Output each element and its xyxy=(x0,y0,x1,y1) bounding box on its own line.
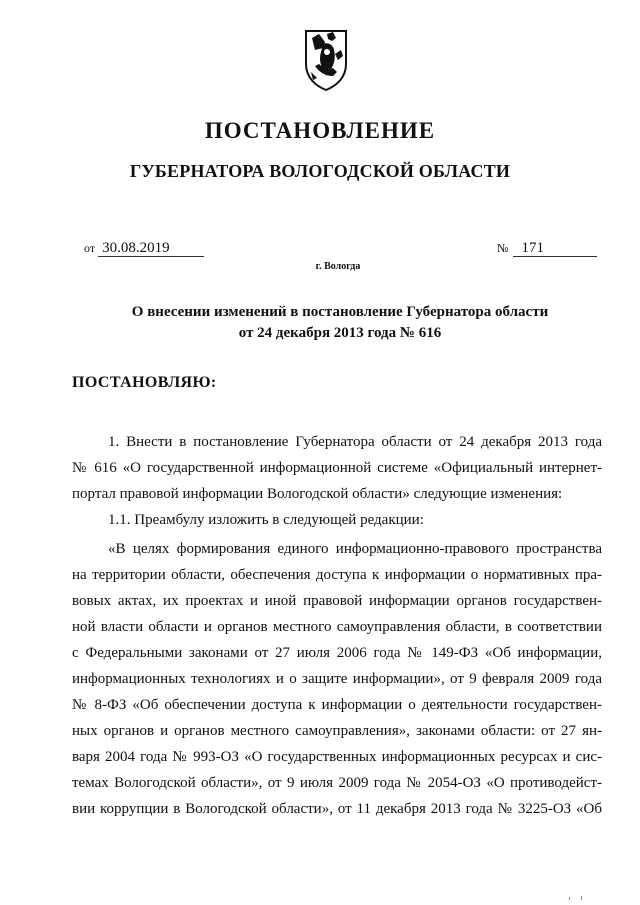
text-line: вии коррупции в Вологодской области», от 11 декабря 2013 года № 3225-ОЗ «Об xyxy=(72,801,602,817)
subject-line: О внесении изменений в постановление Губернатора области xyxy=(131,304,549,320)
document-subject xyxy=(0,302,640,344)
text-line: вовых актах, их проектах и иной правовой информации органов государствен- xyxy=(72,593,602,609)
paragraph-1 xyxy=(72,429,602,507)
text-line: 1.1. Преамбулу изложить в следующей редакции: xyxy=(108,512,424,528)
document-date: 30.08.2019 xyxy=(98,241,204,257)
text-line: № 616 «О государственной информационной системе «Официальный интернет- xyxy=(72,460,602,476)
text-line: № 8-ФЗ «Об обеспечении доступа к информации о деятельности государствен- xyxy=(72,697,602,713)
scan-artifact xyxy=(569,896,583,900)
text-line: варя 2004 года № 993-ОЗ «О государственных информационных ресурсах и сис- xyxy=(72,749,602,765)
paragraph-3 xyxy=(72,536,602,822)
document-city: г. Вологда xyxy=(315,261,361,272)
text-line: ной власти области и органов местного самоуправления области, в соответствии xyxy=(72,619,602,635)
number-prefix: № xyxy=(497,241,509,255)
text-line: темах Вологодской области», от 9 июля 2009 года № 2054-ОЗ «О противодейст- xyxy=(72,775,602,791)
text-line: на территории области, обеспечения доступа к информации о нормативных пра- xyxy=(72,567,602,583)
text-line: 1. Внести в постановление Губернатора области от 24 декабря 2013 года xyxy=(108,434,602,450)
date-prefix: от xyxy=(84,241,96,255)
text-line: портал правовой информации Вологодской области» следующие изменения: xyxy=(72,486,563,502)
text-line: с Федеральными законами от 27 июля 2006 года № 149-ФЗ «Об информации, xyxy=(72,645,602,661)
document-number: 171 xyxy=(513,241,597,257)
document-subtitle: ГУБЕРНАТОРА ВОЛОГОДСКОЙ ОБЛАСТИ xyxy=(129,161,511,181)
paragraph-2 xyxy=(72,507,602,533)
coat-of-arms-emblem xyxy=(303,28,349,92)
document-date-field xyxy=(84,240,204,257)
document-number-field xyxy=(497,240,597,257)
text-line: информационных технологиях и о защите информации», от 9 февраля 2009 года xyxy=(72,671,602,687)
text-line: «В целях формирования единого информационно-правового пространства xyxy=(108,541,602,557)
text-line: ных органов и органов местного самоуправления», законами области: от 27 ян- xyxy=(72,723,602,739)
document-title: ПОСТАНОВЛЕНИЕ xyxy=(204,118,436,143)
decree-heading: ПОСТАНОВЛЯЮ: xyxy=(72,374,217,391)
subject-line: от 24 декабря 2013 года № 616 xyxy=(238,325,442,341)
